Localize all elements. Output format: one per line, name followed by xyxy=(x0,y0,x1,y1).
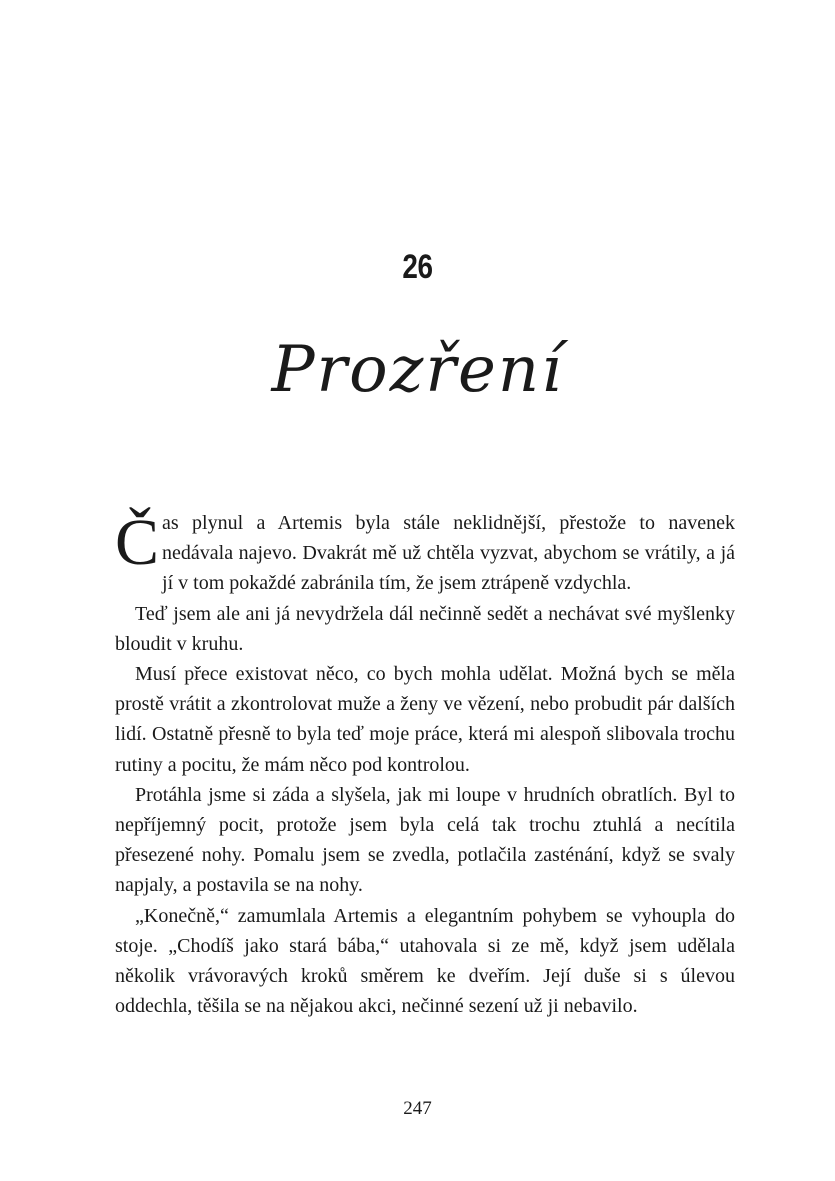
paragraph: Teď jsem ale ani já nevydržela dál nečinně sedět a nechávat své myšlenky bloudit v kruhu. xyxy=(115,602,735,655)
chapter-number: 26 xyxy=(402,248,433,286)
chapter-body xyxy=(115,508,735,1021)
paragraph: „Konečně,“ zamumlala Artemis a elegantním pohybem se vyhoupla do stoje. „Chodíš jako stará bába,“ utahovala si ze mě, když jsem udělala několik vrávoravých kroků směrem ke dveřím. Její duše si s úlevou oddechla, těšila se na nějakou akci, nečinné sezení už ji nebavilo. xyxy=(115,904,735,1018)
paragraph-text: as plynul a Artemis byla stále neklidnější, přestože to navenek nedávala najevo. Dvakrát mě už chtěla vyzvat, abychom se vrátily, a já jí v tom pokaždé zabránila tím, že jsem ztrápeně vzdychla. xyxy=(162,512,735,595)
page-number: 247 xyxy=(403,1098,432,1119)
paragraph xyxy=(115,508,735,599)
drop-cap: Č xyxy=(115,506,160,579)
paragraph: Protáhla jsme si záda a slyšela, jak mi loupe v hrudních obratlích. Byl to nepříjemný pocit, protože jsem byla celá tak trochu ztuhlá a necítila přesezené nohy. Pomalu jsem se zvedla, potlačila zasténání, když se svaly napjaly, a postavila se na nohy. xyxy=(115,783,735,897)
paragraph: Musí přece existovat něco, co bych mohla udělat. Možná bych se měla prostě vrátit a zkontrolovat muže a ženy ve vězení, nebo probudit pár dalších lidí. Ostatně přesně to byla teď moje práce, která mi alespoň slibovala trochu rutiny a pocitu, že mám něco pod kontrolou. xyxy=(115,663,735,776)
chapter-title: Prozření xyxy=(271,333,564,407)
